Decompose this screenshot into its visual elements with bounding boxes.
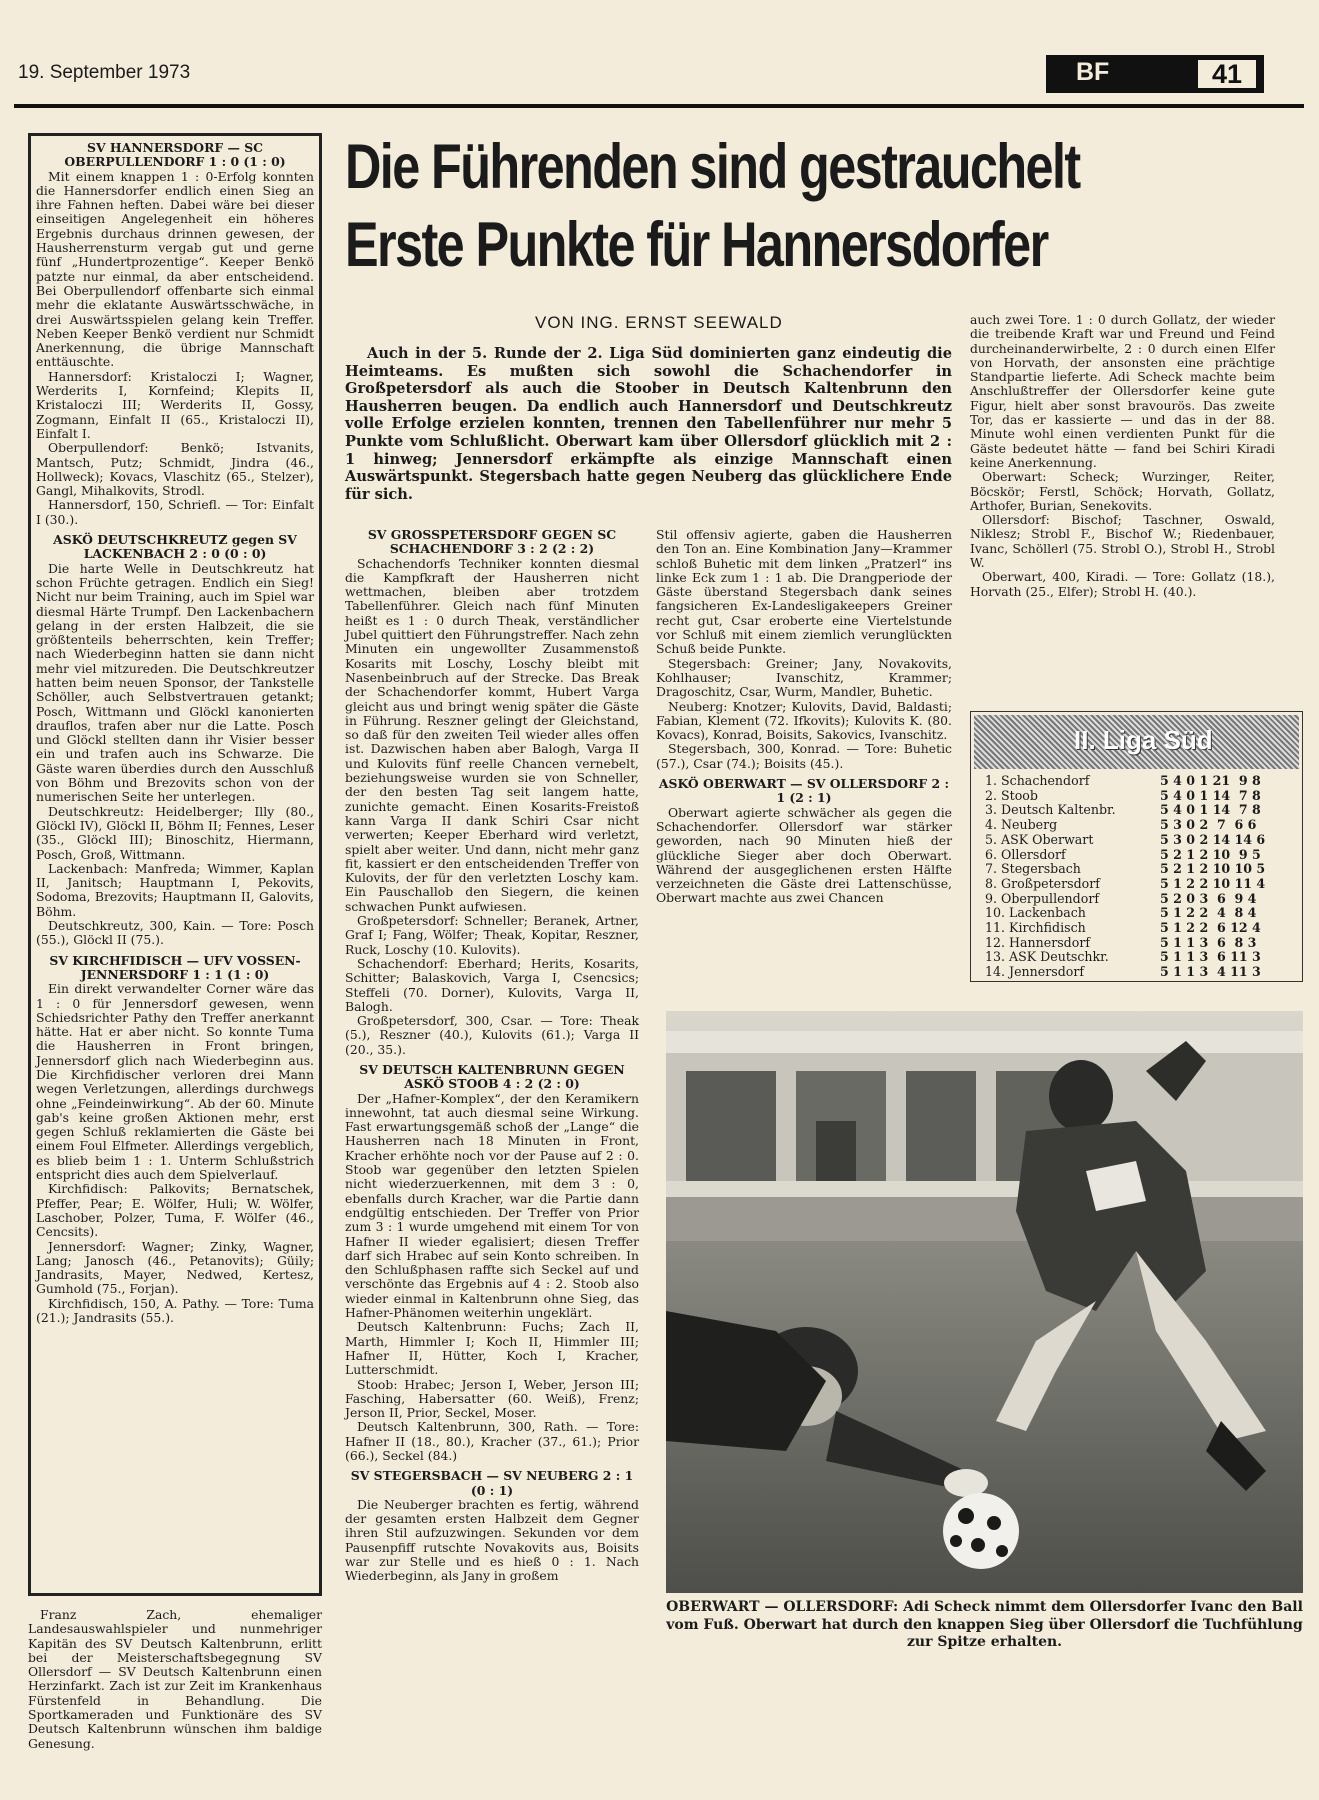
league-table-row (985, 906, 1295, 921)
lead-paragraph (345, 345, 952, 503)
game7-lineup-away: Ollersdorf: Bischof; Taschner, Oswald, Niklesz; Strobl F., Bischof W.; Riedenbauer, Ivanc, Schöllerl (75. Strobl O.), Strobl H., Strobl W. (970, 512, 1275, 571)
league-team-name: 5. ASK Oberwart (985, 831, 1094, 847)
left-column (36, 141, 314, 1325)
game6-lineup-home: Stegersbach: Greiner; Jany, Novakovits, Kohlhauser; Ivanschitz, Krammer; Dragoschitz, Csar, Wurm, Mandler, Buhetic. (656, 655, 952, 700)
game2-title: ASKÖ DEUTSCHKREUTZ gegen SV LACKENBACH 2 : 0 (0 : 0) (53, 532, 297, 562)
league-team-name: 9. Oberpullendorf (985, 890, 1099, 906)
league-team-name: 11. Kirchfidisch (985, 920, 1086, 936)
match-photo-image (666, 1011, 1303, 1593)
league-team-stats: 5 3 0 2 14 14 6 (1160, 831, 1266, 847)
game6-summary: Stegersbach, 300, Konrad. — Tore: Buhetic (57.), Csar (74.); Boisits (45.). (656, 741, 952, 771)
game6-report: Die Neuberger brachten es fertig, während der gesamten ersten Halbzeit dem Gegner ihren Stil aufzuzwingen. Sekunden vor dem Pausenpfiff rutschte Novakovits aus, Boisits war zur Stelle und es hieß 0 : 1. Nach Wiederbeginn, als Jany in großem (345, 1496, 639, 1584)
league-table-row (985, 774, 1295, 789)
game7-title: ASKÖ OBERWART — SV OLLERSDORF 2 : 1 (2 : 1) (658, 776, 950, 806)
game5-title: SV DEUTSCH KALTENBRUNN GEGEN ASKÖ STOOB 4 : 2 (2 : 0) (359, 1061, 625, 1092)
league-table-row (985, 965, 1295, 980)
league-table-title: II. Liga Süd (1074, 725, 1213, 755)
third-column (656, 528, 952, 906)
game5-lineup-away: Stoob: Hrabec; Jerson I, Weber, Jerson III; Fasching, Habersatter (60. Weiß), Frenz; Jerson II, Prior, Seckel, Moser. (345, 1376, 639, 1421)
headline-line-2: Erste Punkte für Hannersdorfer (345, 210, 1048, 280)
headline (345, 128, 1089, 284)
game1-lineup-away: Oberpullendorf: Benkö; Istvanits, Mantsch, Putz; Schmidt, Jindra (46., Hollweck); Kovacs, Vlaschitz (65., Stelzer), Gangl, Mihalkovits, Strodl. (36, 440, 314, 499)
league-table (970, 711, 1303, 982)
game1-lineup-home: Hannersdorf: Kristaloczi I; Wagner, Werderits I, Kornfeind; Klepits II, Kristaloczi III; Werderits II, Gossy, Zogmann, Einfalt II (65., Kristaloczi II), Einfalt I. (36, 368, 314, 441)
league-team-name: 14. Jennersdorf (985, 964, 1085, 980)
game3-title: SV KIRCHFIDISCH — UFV VOSSEN-JENNERSDORF 1 : 1 (1 : 0) (49, 952, 301, 982)
lead-text: Auch in der 5. Runde der 2. Liga Süd dominierten ganz eindeutig die Heimteams. Es mußten sich sowohl die Schachendorfer in Großpetersdorf als auch die Stoober in Deutsch Kaltenbrunn den Hausherren beugen. Da endlich auch Hannersdorf und Deutschkreutz volle Erfolge erzielen konnten, trennen den Tabellenführer nur mehr 5 Punkte vom Schlußlicht. Oberwart kam über Ollersdorf glücklich mit 2 : 1 hinweg; Jennersdorf erkämpfte als einzige Mannschaft einen Auswärtspunkt. Stegersbach hatte gegen Neuberg das glücklichere Ende für sich. (345, 345, 952, 503)
league-table-row (985, 789, 1295, 804)
middle-column (345, 528, 639, 1584)
game1-summary: Hannersdorf, 150, Schriefl. — Tor: Einfalt I (30.). (36, 497, 314, 527)
league-team-stats: 5 1 2 2 6 12 4 (1160, 920, 1261, 936)
league-team-stats: 5 1 1 3 6 8 3 (1160, 934, 1257, 950)
game6-title: SV STEGERSBACH — SV NEUBERG 2 : 1 (0 : 1) (350, 1468, 634, 1498)
byline: VON ING. ERNST SEEWALD (535, 313, 783, 332)
issue-date: 19. September 1973 (18, 62, 191, 83)
league-team-stats: 5 4 0 1 14 7 8 (1160, 802, 1261, 818)
league-table-row (985, 877, 1295, 892)
game5-report: Der „Hafner-Komplex“, der den Keramikern innewohnt, tat auch diesmal seine Wirkung. Fast erwartungsgemäß schoß der „Lange“ die Hausherren nach 18 Minuten in Front, Kracher erhöhte noch vor der Pause auf 2 : 0. Stoob war gegenüber den letzten Spielen nicht wiederzuerkennen, mit dem 3 : 0, ebenfalls durch Kracher, war die Partie dann endgültig entschieden. Der Treffer von Prior zum 3 : 1 wurde umgehend mit einem Tor von Hafner II wieder egalisiert; diesen Treffer darf sich Hrabec auf sein Konto schreiben. In den Schlußphasen raffte sich Seckel auf und verschönte das Ergebnis auf 4 : 2. Stoob also wieder einmal in Kaltenbrunn ohne Sieg, das Hafner-Phänomen weiterhin ungeklärt. (345, 1090, 639, 1321)
zach-note-text: Franz Zach, ehemaliger Landesauswahlspieler und nunmehriger Kapitän des SV Deutsch Kaltenbrunn, erlitt bei der Meisterschaftsbegegnung SV Ollersdorf — SV Deutsch Kaltenbrunn einen Herzinfarkt. Zach ist zur Zeit im Krankenhaus Fürstenfeld in Behandlung. Die Sportkameraden und Funktionäre des SV Deutsch Kaltenbrunn wünschen ihm baldige Genesung. (28, 1607, 322, 1751)
game7-lineup-home: Oberwart: Scheck; Wurzinger, Reiter, Böcskör; Ferstl, Schöck; Horvath, Gollatz, Arthofer, Burian, Senekovits. (970, 469, 1275, 513)
header-rule (14, 104, 1304, 108)
game1-report: Mit einem knappen 1 : 0-Erfolg konnten die Hannersdorfer endlich einen Sieg an ihre Fahnen heften. Dabei wäre bei dieser einseitigen Angelegenheit ein höheres Ergebnis durchaus drinnen gewesen, der Hausherrensturm vergab gut und gerne fünf „Hundertprozentige“. Keeper Benkö patzte nur einmal, da aber entscheidend. Bei Oberpullendorf offenbarte sich einmal mehr die eklatante Auswärtsschwäche, in drei Auswärtsspielen gelang kein Treffer. Neben Keeper Benkö verdient nur Schmidt Anerkennung, die übrige Mannschaft enttäuschte. (36, 168, 314, 370)
league-team-name: 8. Großpetersdorf (985, 875, 1100, 891)
game5-summary: Deutsch Kaltenbrunn, 300, Rath. — Tore: Hafner II (18., 80.), Kracher (37., 61.); Prior (66.), Seckel (84.) (345, 1419, 639, 1463)
fourth-column (970, 313, 1275, 599)
game3-lineup-home: Kirchfidisch: Palkovits; Bernatschek, Pfeffer, Pear; E. Wölfer, Huli; W. Wölfer, Laschober, Polzer, Tuma, F. Wölfer (46., Cencsits). (36, 1181, 314, 1240)
league-table-row (985, 921, 1295, 936)
league-table-rows (985, 774, 1295, 980)
league-team-name: 12. Hannersdorf (985, 934, 1091, 950)
league-team-stats: 5 2 0 3 6 9 4 (1160, 890, 1257, 906)
league-table-row (985, 848, 1295, 863)
league-team-name: 2. Stoob (985, 787, 1038, 803)
league-table-row (985, 892, 1295, 907)
league-team-stats: 5 4 0 1 14 7 8 (1160, 787, 1261, 803)
section-badge (1046, 55, 1264, 93)
game6-lineup-away: Neuberg: Knotzer; Kulovits, David, Baldasti; Fabian, Klement (72. Ifkovits); Kulovits K. (80. Kovacs), Konrad, Boisits, Sakovics, Ivanschitz. (656, 698, 952, 743)
league-team-name: 10. Lackenbach (985, 905, 1086, 921)
zach-note (28, 1608, 322, 1751)
league-team-stats: 5 1 1 3 6 11 3 (1160, 949, 1261, 965)
game6-report-cont: Stil offensiv agierte, gaben die Hausherren den Ton an. Eine Kombination Jany—Krammer schloß Buhetic mit dem linken „Pratzerl“ ins linke Eck zum 1 : 1 ab. Die Drangperiode der Gäste überstand Stegersbach dank seines fangsicheren Ex-Landesligakeepers Greiner recht gut, Csar eroberte eine Viertelstunde vor Schluß mit einem ziemlich verunglückten Schuß beide Punkte. (656, 527, 952, 657)
league-table-row (985, 818, 1295, 833)
league-table-row (985, 803, 1295, 818)
game3-lineup-away: Jennersdorf: Wagner; Zinky, Wagner, Lang; Janosch (46., Petanovits); Güily; Jandrasits, Mayer, Nedwed, Kertesz, Gumhold (75., Forjan). (36, 1238, 314, 1297)
league-team-stats: 5 1 2 2 10 11 4 (1160, 875, 1266, 891)
game3-report: Ein direkt verwandelter Corner wäre das 1 : 0 für Jennersdorf gewesen, wenn Schiedsrichter Pathy den Treffer anerkannt hätte. Hat er aber nicht. So konnte Tuma die Hausherren in Front bringen, Jennersdorf glich nach Wiederbeginn aus. Die Kirchfidischer verloren drei Mann wegen Verletzungen, allerdings durchwegs ohne „Feindeinwirkung“. Ab der 60. Minute gab's keine großen Aktionen mehr, erst gegen Schluß reklamierten die Gäste bei einem Foul Elfmeter. Allerdings vergeblich, es blieb beim 1 : 1. Unterm Schlußstrich entspricht dies auch dem Spielverlauf. (36, 981, 314, 1183)
game2-lineup-away: Lackenbach: Manfreda; Wimmer, Kaplan II, Janitsch; Hauptmann I, Pekovits, Sodoma, Brezovits; Hauptmann II, Galovits, Böhm. (36, 860, 314, 919)
game4-title: SV GROSSPETERSDORF GEGEN SC SCHACHENDORF 3 : 2 (2 : 2) (367, 527, 617, 557)
game2-lineup-home: Deutschkreutz: Heidelberger; Illy (80., Glöckl IV), Glöckl II, Böhm II; Fennes, Leser (35., Glöckl III); Binoschitz, Hiermann, Posch, Groß, Wittmann. (36, 803, 314, 862)
match-photo (666, 1011, 1303, 1593)
league-table-row (985, 862, 1295, 877)
league-table-row (985, 936, 1295, 951)
league-table-row (985, 950, 1295, 965)
league-team-name: 7. Stegersbach (985, 861, 1081, 877)
league-team-name: 1. Schachendorf (985, 773, 1090, 788)
league-table-header (974, 715, 1299, 769)
league-team-stats: 5 2 1 2 10 9 5 (1160, 846, 1261, 862)
game2-report: Die harte Welle in Deutschkreutz hat schon Früchte getragen. Endlich ein Sieg! Nicht nur beim Training, auch im Spiel war diesmal Härte Trumpf. Den Lackenbachern gelang in der ersten Halbzeit, die sie größtenteils beherrschten, kein Treffer; nach Wiederbeginn hatten sie dann nicht mehr viel mitzureden. Die Deutschkreutzer hatten beim neuen Sponsor, der Tankstelle Schöller, auch Selbstvertrauen getankt; Posch, Wittmann und Glöckl kanonierten drauflos, trafen aber nur die Latte. Posch und Glöckl stellten dann ihr Visier besser ein und trafen auch ins Schwarze. Die Gäste waren überdies durch den Ausschluß von Böhm und Brezovits schon von der numerischen Seite her unterlegen. (36, 560, 314, 805)
league-team-name: 3. Deutsch Kaltenbr. (985, 802, 1116, 818)
headline-line-1: Die Führenden sind gestrauchelt (345, 132, 1080, 202)
league-team-stats: 5 1 2 2 4 8 4 (1160, 905, 1257, 921)
game7-report-cont: auch zwei Tore. 1 : 0 durch Gollatz, der wieder die treibende Kraft war und Freund und Feind durcheinanderwirbelte, 2 : 0 durch einen Elfer von Horvath, der ansonsten eine prächtige Standpartie lieferte. Adi Scheck machte beim Anschlußtreffer der Ollersdorfer keine gute Figur, hielt aber sonst bravourös. Das zweite Tor, das er kassierte — und das in der 88. Minute wohl einen verdienten Punkt für die Gäste bedeutet hätte — fand bei Schiri Kiradi keine Anerkennung. (970, 312, 1275, 470)
game7-summary: Oberwart, 400, Kiradi. — Tore: Gollatz (18.), Horvath (25., Elfer); Strobl H. (40.). (970, 569, 1275, 599)
league-team-stats: 5 3 0 2 7 6 6 (1160, 817, 1257, 833)
game4-summary: Großpetersdorf, 300, Csar. — Tore: Theak (5.), Reszner (40.), Kulovits (61.); Varga II (20., 35.). (345, 1013, 639, 1057)
section-label: BF (1076, 58, 1110, 86)
game4-lineup-home: Großpetersdorf: Schneller; Beranek, Artner, Graf I; Fang, Wölfer; Theak, Kopitar, Reszner, Ruck, Loschy (10. Kulovits). (345, 913, 639, 957)
page-number: 41 (1196, 58, 1258, 90)
game2-summary: Deutschkreutz, 300, Kain. — Tore: Posch (55.), Glöckl II (75.). (36, 918, 314, 948)
game4-report: Schachendorfs Techniker konnten diesmal die Kampfkraft der Hausherren nicht wettmachen, bleiben aber trotzdem Tabellenführer. Gleich nach fünf Minuten heißt es 1 : 0 durch Theak, verständlicher Jubel quittiert den Führungstreffer. Nach zehn Minuten ein ungewollter Zusammenstoß Kosarits mit Loschy, Loschy bleibt mit Nasenbeinbruch auf der Strecke. Das Break der Schachendorfer kommt, Hubert Varga gleicht aus und bringt wenig später die Gäste in Führung. Reszner gelingt der Gleichstand, so daß für den zweiten Teil wieder alles offen ist. Dazwischen haben aber Balogh, Varga II und Kulovits fünf reelle Chancen vernebelt, beziehungsweise wurden sie von Schneller, der den besten Tag seit langem hatte, zunichte gemacht. Einen Kosarits-Freistoß kann Varga II dank Schiri Csar nicht verwerten; Keeper Eberhard wird verletzt, spielt aber weiter. Und dann, nicht mehr ganz fit, kassiert er den entscheidenden Treffer von Kulovits, der für den verletzten Loschy kam. Ein Pauschallob den Siegern, die keinen schwachen Punkt aufwiesen. (345, 555, 639, 914)
game3-summary: Kirchfidisch, 150, A. Pathy. — Tore: Tuma (21.); Jandrasits (55.). (36, 1295, 314, 1326)
league-team-stats: 5 4 0 1 21 9 8 (1160, 773, 1261, 788)
league-table-row (985, 833, 1295, 848)
league-team-stats: 5 1 1 3 4 11 3 (1160, 964, 1261, 980)
league-team-stats: 5 2 1 2 10 10 5 (1160, 861, 1266, 877)
photo-caption: OBERWART — OLLERSDORF: Adi Scheck nimmt dem Ollersdorfer Ivanc den Ball vom Fuß. Oberwart hat durch den knappen Sieg über Ollersdorf die Tuchfühlung zur Spitze erhalten. (666, 1599, 1303, 1650)
league-team-name: 6. Ollersdorf (985, 846, 1066, 862)
game1-title: SV HANNERSDORF — SC OBERPULLENDORF 1 : 0 (1 : 0) (64, 140, 286, 170)
league-team-name: 4. Neuberg (985, 817, 1058, 833)
game4-lineup-away: Schachendorf: Eberhard; Herits, Kosarits, Schitter; Balaskovich, Varga I, Csencsics; Steffeli (70. Dorner), Kulovits, Varga II, Balogh. (345, 955, 639, 1014)
game7-report: Oberwart agierte schwächer als gegen die Schachendorfer. Ollersdorf war stärker geworden, nach 90 Minuten hieß der glückliche Sieger aber doch Oberwart. Während der ausgeglichenen ersten Hälfte verzeichneten die Gäste drei Lattenschüsse, Oberwart machte aus zwei Chancen (656, 804, 952, 906)
game5-lineup-home: Deutsch Kaltenbrunn: Fuchs; Zach II, Marth, Himmler I; Koch II, Himmler III; Hafner II, Hütter, Koch I, Kracher, Lutterschmidt. (345, 1319, 639, 1378)
league-team-name: 13. ASK Deutschkr. (985, 949, 1109, 965)
